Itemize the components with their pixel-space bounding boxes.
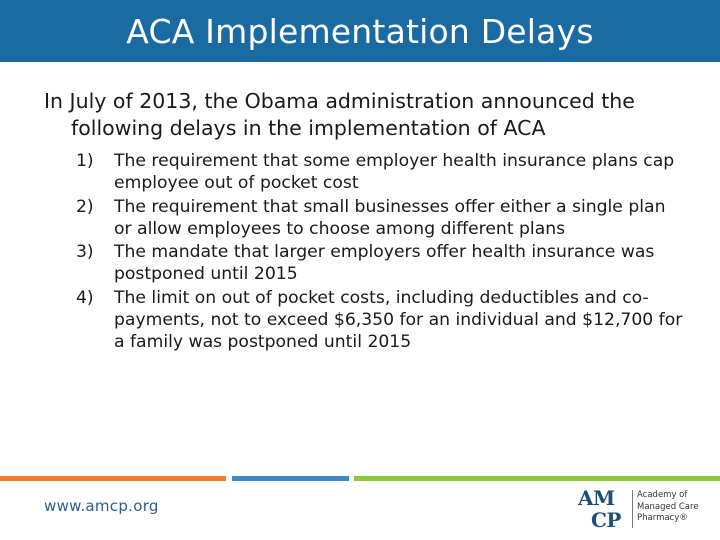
- footer-url-link[interactable]: www.amcp.org: [44, 497, 159, 515]
- list-item: [76, 241, 684, 285]
- list-item-text: The mandate that larger employers offer health insurance was postponed until 2015: [114, 242, 655, 284]
- list-item-text: The requirement that some employer health insurance plans cap employee out of pocket cost: [114, 151, 675, 193]
- list-item-text: The limit on out of pocket costs, including deductibles and co-payments, not to exceed $6,350 for an individual and $12,700 for a family was postponed until 2015: [114, 287, 683, 352]
- logo-mark-top: AM: [578, 486, 615, 510]
- logo-line-3: Pharmacy®: [637, 513, 688, 523]
- list-item-number: 3): [76, 242, 94, 262]
- footer-rule-blue: [232, 476, 349, 481]
- list-item: [76, 150, 684, 194]
- logo-mark-bottom: CP: [591, 508, 621, 532]
- list-item: [76, 287, 684, 353]
- amcp-logo: [578, 488, 708, 532]
- footer-rule-orange: [0, 476, 226, 481]
- amcp-logo-mark: [578, 488, 630, 532]
- list-item-number: 1): [76, 151, 94, 171]
- list-item: [76, 196, 684, 240]
- intro-text: In July of 2013, the Obama administration announced the following delays in the implementation of ACA: [44, 89, 635, 140]
- logo-divider: [632, 490, 633, 528]
- delays-list: [44, 150, 684, 353]
- list-item-text: The requirement that small businesses offer either a single plan or allow employees to choose among different plans: [114, 196, 666, 239]
- logo-line-1: Academy of: [637, 490, 688, 500]
- footer-rule-green: [354, 476, 720, 481]
- slide-title: ACA Implementation Delays: [126, 11, 594, 51]
- slide-content: [44, 88, 684, 354]
- logo-wordmark: [637, 490, 699, 525]
- logo-line-2: Managed Care: [637, 501, 699, 512]
- list-item-number: 2): [76, 196, 94, 217]
- list-item-number: 4): [76, 287, 94, 308]
- title-bar: [0, 0, 720, 62]
